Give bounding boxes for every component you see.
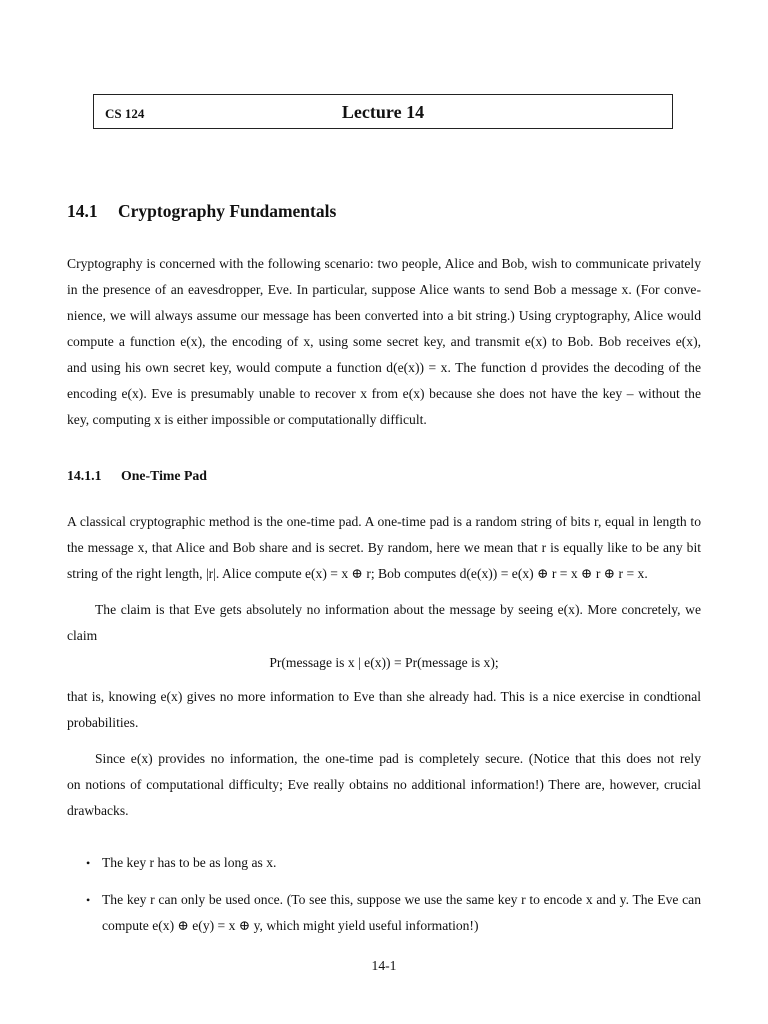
- paragraph1-line: compute a function e(x), the encoding of x, using some secret key, and transmit e(x) to Bob. Bob receives e(x),: [67, 334, 701, 349]
- paragraph1-line: Cryptography is concerned with the following scenario: two people, Alice and Bob, wish to communicate privately: [67, 256, 701, 271]
- paragraph3-line: The claim is that Eve gets absolutely no information about the message by seeing e(x). More concretely, we: [95, 602, 701, 617]
- paragraph2-line: the message x, that Alice and Bob share and is secret. By random, here we mean that r is equally like to be any bit: [67, 540, 701, 555]
- lecture-header-box: [93, 94, 673, 129]
- paragraph3-line: claim: [67, 628, 98, 643]
- bullet-marker: •: [86, 856, 91, 870]
- page-number: 14-1: [371, 958, 397, 973]
- lecture-title: Lecture 14: [341, 102, 425, 122]
- paragraph2-line: string of the right length, |r|. Alice compute e(x) = x ⊕ r; Bob computes d(e(x)) = e(x) ⊕ r = x ⊕ r ⊕ r = x.: [67, 566, 648, 581]
- paragraph1-line: key, computing x is either impossible or computationally difficult.: [67, 412, 427, 427]
- paragraph1-line: nience, we will always assume our message has been converted into a bit string.) Using cryptography, Alice would: [67, 308, 701, 323]
- paragraph2-line: A classical cryptographic method is the one-time pad. A one-time pad is a random string of bits r, equal in length to: [67, 514, 701, 529]
- paragraph1-line: and using his own secret key, would compute a function d(e(x)) = x. The function d provides the decoding of the: [67, 360, 701, 375]
- bullet-marker: •: [86, 893, 91, 907]
- paragraph4-line: that is, knowing e(x) gives no more information to Eve than she already had. This is a nice exercise in condtional: [67, 689, 701, 704]
- subsection-heading: [67, 468, 207, 484]
- subsection-title: One-Time Pad: [121, 468, 207, 483]
- paragraph5-line: drawbacks.: [67, 803, 129, 818]
- paragraph1-line: in the presence of an eavesdropper, Eve. In particular, suppose Alice wants to send Bob a message x. (For conve-: [67, 282, 701, 297]
- section-heading: [67, 201, 336, 222]
- section-number: 14.1: [67, 201, 98, 221]
- paragraph4-line: probabilities.: [67, 715, 139, 730]
- paragraph5-line: Since e(x) provides no information, the one-time pad is completely secure. (Notice that this does not rely: [95, 751, 701, 766]
- bullet-item-line: compute e(x) ⊕ e(y) = x ⊕ y, which might yield useful information!): [102, 918, 479, 933]
- course-label: CS 124: [105, 106, 145, 121]
- paragraph5-line: on notions of computational difficulty; Eve really obtains no additional information!) There are, however, crucial: [67, 777, 701, 792]
- subsection-number: 14.1.1: [67, 468, 102, 483]
- equation: Pr(message is x | e(x)) = Pr(message is x);: [269, 655, 499, 670]
- paragraph1-line: encoding e(x). Eve is presumably unable to recover x from e(x) because she does not have the key – without the: [67, 386, 701, 401]
- bullet-item-line: The key r can only be used once. (To see this, suppose we use the same key r to encode x and y. The Eve can: [102, 892, 701, 907]
- section-title: Cryptography Fundamentals: [118, 201, 337, 221]
- bullet-item-line: The key r has to be as long as x.: [102, 855, 277, 870]
